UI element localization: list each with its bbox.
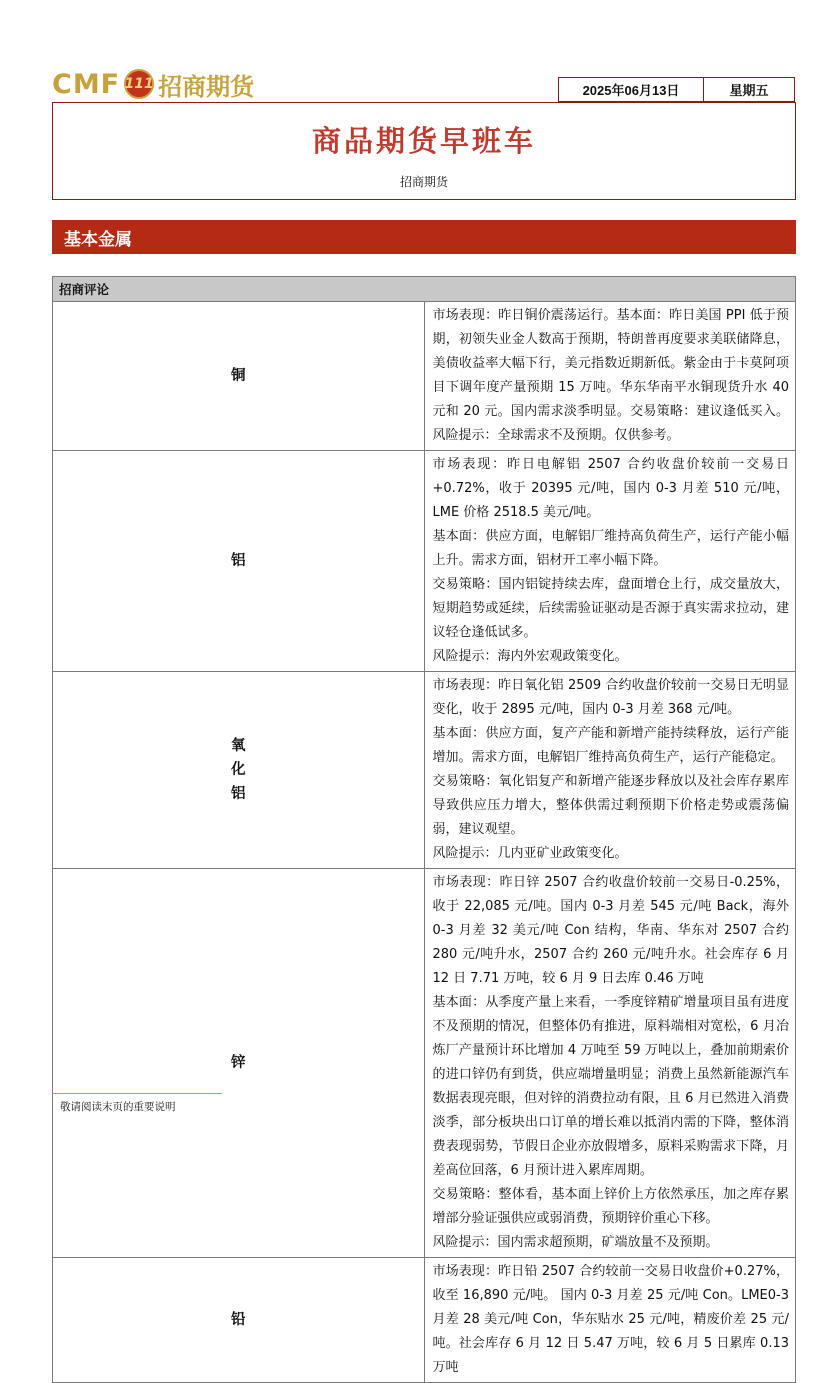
commentary-paragraph: 基本面：供应方面，复产产能和新增产能持续释放，运行产能增加。需求方面，电解铝厂维持高负荷生产，运行产能稳定。 [432, 726, 789, 765]
section-heading: 基本金属 [52, 220, 796, 254]
metal-name [53, 1258, 425, 1383]
commentary-paragraph: 市场表现：昨日氧化铝 2509 合约收盘价较前一交易日无明显变化，收于 2895 元/吨，国内 0-3 月差 368 元/吨。 [432, 678, 789, 717]
metal-label: 铅 [231, 1312, 246, 1328]
table-row [53, 869, 796, 1258]
commentary-paragraph: 基本面：供应方面，电解铝厂维持高负荷生产，运行产能小幅上升。需求方面，铝材开工率小幅下降。 [432, 529, 789, 568]
table-row [53, 672, 796, 869]
company-logo [52, 64, 254, 104]
logo-company-name: 招商期货 [158, 71, 255, 101]
commentary-paragraph: 市场表现：昨日电解铝 2507 合约收盘价较前一交易日+0.72%，收于 20395 元/吨，国内 0-3 月差 510 元/吨，LME 价格 2518.5 美元/吨。 [432, 457, 789, 520]
commentary-cell [424, 1258, 796, 1383]
table-row [53, 302, 796, 451]
commentary-paragraph: 风险提示：几内亚矿业政策变化。 [432, 846, 628, 861]
logo-cmf-text: CMF [52, 68, 121, 100]
commentary-paragraph: 市场表现：昨日锌 2507 合约收盘价较前一交易日-0.25%，收于 22,085 元/吨。国内 0-3 月差 545 元/吨 Back，海外 0-3 月差 32 美元/吨 Con 结构，华南、华东对 2507 合约 280 元/吨升水，2507 合约 260 元/吨升水。社会库存 6 月 12 日 7.71 万吨，较 6 月 9 日去库 0.46 万吨 [432, 875, 789, 986]
commentary-paragraph: 风险提示：海内外宏观政策变化。 [432, 649, 628, 664]
table-header: 招商评论 [53, 277, 796, 302]
table-row [53, 451, 796, 672]
metal-label: 铝 [231, 553, 246, 569]
metal-label: 氧化铝 [231, 738, 246, 802]
commentary-paragraph: 基本面：从季度产量上来看，一季度锌精矿增量项目虽有进度不及预期的情况，但整体仍有推进，原料端相对宽松，6 月冶炼厂产量预计环比增加 4 万吨至 59 万吨以上，叠加前期索价的进口锌仍有到货，供应端增量明显；消费上虽然新能源汽车数据表现亮眼，但对锌的消费拉动有限，且 6 月已然进入消费淡季，部分板块出口订单的增长难以抵消内需的下降，整体消费表现弱势，节假日企业亦放假增多，原料采购需求下降，月差高位回落，6 月预计进入累库周期。 [432, 995, 789, 1178]
metal-name [53, 672, 425, 869]
commentary-table [52, 276, 796, 1383]
metal-name [53, 302, 425, 451]
logo-mark-icon: 111 [124, 69, 154, 99]
footer-divider [52, 1093, 222, 1094]
metal-name [53, 869, 425, 1258]
metal-label: 锌 [231, 1055, 246, 1071]
table-row [53, 1258, 796, 1383]
report-weekday: 星期五 [704, 77, 795, 102]
commentary-cell [424, 451, 796, 672]
commentary-paragraph: 市场表现：昨日铅 2507 合约较前一交易日收盘价+0.27%，收至 16,890 元/吨。 国内 0-3 月差 25 元/吨 Con。LME0-3 月差 28 美元/吨 Con，华东贴水 25 元/吨，精废价差 25 元/吨。社会库存 6 月 12 日 5.47 万吨，较 6 月 5 日累库 0.13 万吨 [432, 1264, 789, 1375]
commentary-paragraph: 风险提示：国内需求超预期，矿端放量不及预期。 [432, 1235, 719, 1250]
commentary-paragraph: 交易策略：整体看，基本面上锌价上方依然承压，加之库存累增部分验证强供应或弱消费，预期锌价重心下移。 [432, 1187, 789, 1226]
commentary-cell [424, 869, 796, 1258]
page-title: 商品期货早班车 [311, 124, 536, 158]
title-box [52, 102, 796, 200]
commentary-cell [424, 672, 796, 869]
commentary-paragraph: 市场表现：昨日铜价震荡运行。基本面：昨日美国 PPI 低于预期，初领失业金人数高于预期，特朗普再度要求美联储降息，美债收益率大幅下行，美元指数近期新低。紫金由于卡莫阿项目下调年度产量预期 15 万吨。华东华南平水铜现货升水 40 元和 20 元。国内需求淡季明显。交易策略：建议逢低买入。风险提示：全球需求不及预期。仅供参考。 [432, 308, 789, 443]
page-subtitle: 招商期货 [399, 175, 448, 189]
report-date: 2025年06月13日 [558, 77, 704, 102]
commentary-paragraph: 交易策略：国内铝锭持续去库，盘面增仓上行，成交量放大，短期趋势或延续，后续需验证驱动是否源于真实需求拉动，建议轻仓逢低试多。 [432, 577, 789, 640]
commentary-cell [424, 302, 796, 451]
metal-name [53, 451, 425, 672]
commentary-paragraph: 交易策略：氧化铝复产和新增产能逐步释放以及社会库存累库导致供应压力增大，整体供需过剩预期下价格走势或震荡偏弱，建议观望。 [432, 774, 789, 837]
metal-label: 铜 [231, 368, 246, 384]
footer-note: 敬请阅读末页的重要说明 [60, 1101, 176, 1113]
